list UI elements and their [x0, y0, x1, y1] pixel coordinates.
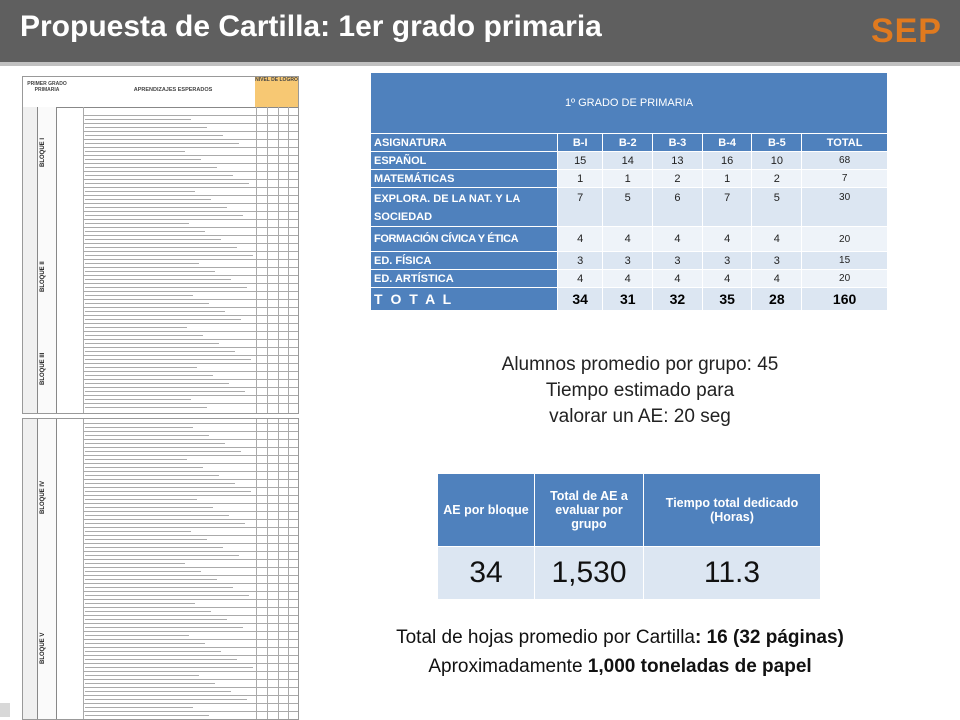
doc-row-text	[85, 577, 217, 582]
doc-row-line	[83, 307, 298, 308]
cell: 4	[752, 270, 802, 288]
doc-row-text	[85, 237, 221, 242]
doc-grade-header: PRIMER GRADO PRIMARIA	[27, 81, 67, 93]
col-header-total-ae: Total de AE a evaluar por grupo	[535, 474, 644, 547]
stats-line-students: Alumnos promedio por grupo: 45	[501, 354, 779, 375]
doc-row-line	[83, 219, 298, 220]
col-header-total: TOTAL	[802, 134, 888, 152]
doc-row-line	[83, 259, 298, 260]
doc-row-line	[83, 331, 298, 332]
doc-row-text	[85, 293, 193, 298]
row-label: ESPAÑOL	[371, 152, 558, 170]
stats-line-valorar: valorar un AE: 20 seg	[549, 406, 731, 427]
doc-row-text	[85, 673, 199, 678]
doc-row-text	[85, 189, 195, 194]
cell: 5	[603, 188, 653, 227]
doc-row-text	[85, 521, 245, 526]
doc-row-text	[85, 285, 247, 290]
footer-line-2	[320, 656, 920, 678]
doc-row-line	[83, 535, 298, 536]
doc-row-text	[85, 681, 215, 686]
doc-row-line	[83, 363, 298, 364]
doc-row-text	[85, 365, 197, 370]
doc-row-line	[83, 163, 298, 164]
doc-row-line	[83, 155, 298, 156]
doc-row-line	[83, 447, 298, 448]
doc-row-text	[85, 665, 253, 670]
doc-row-line	[83, 195, 298, 196]
doc-row-text	[85, 221, 189, 226]
cell: 3	[702, 252, 752, 270]
doc-row-line	[83, 511, 298, 512]
total-cell: 31	[603, 288, 653, 311]
total-cell: 34	[558, 288, 603, 311]
total-hours-value: 11.3	[644, 547, 821, 600]
doc-row-text	[85, 649, 221, 654]
doc-row-text	[85, 205, 227, 210]
cell: 1	[702, 170, 752, 188]
doc-row-line	[83, 455, 298, 456]
table-total-row	[371, 288, 888, 311]
doc-row-text	[85, 449, 241, 454]
total-cell: 32	[653, 288, 703, 311]
doc-row-line	[83, 463, 298, 464]
doc-row-line	[83, 355, 298, 356]
doc-row-text	[85, 465, 203, 470]
total-cell: 28	[752, 288, 802, 311]
doc-row-text	[85, 397, 191, 402]
doc-row-line	[83, 403, 298, 404]
doc-row-line	[83, 615, 298, 616]
doc-row-line	[83, 147, 298, 148]
cell: 14	[603, 152, 653, 170]
doc-row-text	[85, 333, 203, 338]
doc-row-line	[83, 131, 298, 132]
doc-row-line	[83, 203, 298, 204]
col-header-b3: B-3	[653, 134, 703, 152]
doc-row-line	[83, 371, 298, 372]
row-label: MATEMÁTICAS	[371, 170, 558, 188]
table-row	[371, 188, 888, 227]
cell: 4	[558, 270, 603, 288]
doc-row-text	[85, 689, 231, 694]
doc-row-line	[83, 527, 298, 528]
doc-row-line	[83, 567, 298, 568]
doc-row-text	[85, 149, 185, 154]
doc-block-5: BLOQUE V	[38, 609, 57, 720]
doc-row-line	[83, 179, 298, 180]
doc-row-text	[85, 341, 219, 346]
doc-row-line	[83, 291, 298, 292]
doc-divider	[278, 107, 279, 413]
sep-logo: SEP	[870, 12, 942, 50]
cell-total: 7	[802, 170, 888, 188]
doc-aprendizajes-header: APRENDIZAJES ESPERADOS	[133, 87, 213, 93]
time-estimate-table	[437, 473, 821, 600]
doc-row-text	[85, 537, 207, 542]
doc-row-line	[83, 487, 298, 488]
slide-title: Propuesta de Cartilla: 1er grado primaria	[20, 10, 602, 43]
doc-block-2: BLOQUE II	[38, 227, 57, 358]
doc-row-line	[83, 471, 298, 472]
doc-row-line	[83, 519, 298, 520]
doc-row-text	[85, 561, 185, 566]
doc-row-text	[85, 373, 213, 378]
doc-row-text	[85, 245, 237, 250]
cell: 2	[752, 170, 802, 188]
doc-row-text	[85, 141, 239, 146]
doc-row-line	[83, 703, 298, 704]
stats-line-time: Tiempo estimado para	[545, 380, 735, 401]
doc-row-text	[85, 553, 239, 558]
doc-block-3: BLOQUE III	[38, 357, 57, 414]
table-row	[371, 252, 888, 270]
doc-row-line	[83, 379, 298, 380]
doc-row-line	[83, 503, 298, 504]
cell: 4	[702, 270, 752, 288]
doc-row-text	[85, 349, 235, 354]
row-label: FORMACIÓN CÍVICA Y ÉTICA	[371, 227, 558, 252]
doc-block-1: BLOQUE I	[38, 107, 57, 228]
doc-row-line	[83, 671, 298, 672]
doc-row-text	[85, 381, 229, 386]
cell-total: 20	[802, 227, 888, 252]
cell-total: 30	[802, 188, 888, 227]
doc-subject-column	[23, 107, 38, 413]
doc-row-line	[83, 227, 298, 228]
scanned-cartilla-page-2	[22, 418, 299, 720]
table-row	[371, 170, 888, 188]
cell: 4	[752, 227, 802, 252]
doc-divider	[83, 419, 84, 719]
col-header-b5: B-5	[752, 134, 802, 152]
doc-row-line	[83, 439, 298, 440]
doc-row-text	[85, 473, 219, 478]
doc-header-row	[23, 77, 298, 108]
row-label: EXPLORA. DE LA NAT. Y LA SOCIEDAD	[371, 188, 558, 227]
doc-row-text	[85, 569, 201, 574]
doc-row-line	[83, 479, 298, 480]
doc-row-text	[85, 505, 213, 510]
col-header-b1: B-I	[558, 134, 603, 152]
doc-row-line	[83, 395, 298, 396]
doc-row-text	[85, 357, 251, 362]
doc-row-text	[85, 529, 191, 534]
doc-divider	[288, 107, 289, 413]
doc-row-text	[85, 705, 193, 710]
time-table-header-row	[438, 474, 821, 547]
footer-line-1-text: Total de hojas promedio por Cartilla	[396, 627, 695, 648]
doc-row-text	[85, 229, 205, 234]
total-cell: 35	[702, 288, 752, 311]
doc-row-text	[85, 277, 231, 282]
col-header-ae-bloque: AE por bloque	[438, 474, 535, 547]
doc-row-line	[83, 607, 298, 608]
doc-block-4: BLOQUE IV	[38, 419, 57, 610]
cell: 3	[603, 252, 653, 270]
row-label: ED. ARTÍSTICA	[371, 270, 558, 288]
doc-row-text	[85, 269, 215, 274]
doc-row-text	[85, 713, 209, 718]
cell: 13	[653, 152, 703, 170]
doc-nivel-header: NIVEL DE LOGRO	[255, 77, 298, 107]
doc-row-text	[85, 497, 197, 502]
doc-row-line	[83, 211, 298, 212]
doc-row-line	[83, 315, 298, 316]
cell: 1	[603, 170, 653, 188]
doc-row-line	[83, 631, 298, 632]
total-ae-value: 1,530	[535, 547, 644, 600]
cell: 4	[653, 227, 703, 252]
doc-row-text	[85, 593, 249, 598]
doc-row-line	[83, 235, 298, 236]
doc-row-text	[85, 173, 233, 178]
doc-row-line	[83, 559, 298, 560]
doc-row-line	[83, 495, 298, 496]
doc-row-line	[83, 299, 298, 300]
doc-row-text	[85, 513, 229, 518]
doc-row-line	[83, 583, 298, 584]
doc-row-text	[85, 197, 211, 202]
doc-row-line	[83, 695, 298, 696]
doc-row-text	[85, 405, 207, 410]
grade-table-title-row	[371, 73, 888, 134]
cell: 16	[702, 152, 752, 170]
cell-total: 15	[802, 252, 888, 270]
col-header-b2: B-2	[603, 134, 653, 152]
header-bar	[0, 0, 960, 66]
doc-row-text	[85, 457, 187, 462]
doc-row-line	[83, 551, 298, 552]
doc-row-text	[85, 433, 209, 438]
cell: 4	[603, 227, 653, 252]
doc-row-text	[85, 641, 205, 646]
row-label: ED. FÍSICA	[371, 252, 558, 270]
doc-row-line	[83, 663, 298, 664]
footer-line-1-bold: : 16 (32 páginas)	[695, 627, 844, 648]
doc-row-line	[83, 679, 298, 680]
doc-row-line	[83, 575, 298, 576]
doc-row-text	[85, 253, 253, 258]
doc-row-text	[85, 117, 191, 122]
doc-row-text	[85, 425, 193, 430]
time-table-row	[438, 547, 821, 600]
doc-row-line	[83, 283, 298, 284]
doc-row-text	[85, 625, 243, 630]
doc-row-text	[85, 165, 217, 170]
doc-row-line	[83, 267, 298, 268]
cell: 3	[558, 252, 603, 270]
cell-total: 20	[802, 270, 888, 288]
doc-row-line	[83, 123, 298, 124]
doc-row-text	[85, 261, 199, 266]
sep-logo-box	[872, 4, 952, 54]
cell: 1	[558, 170, 603, 188]
cell: 7	[558, 188, 603, 227]
scanned-cartilla-page-1	[22, 76, 299, 414]
grade-table-title: 1º GRADO DE PRIMARIA	[371, 73, 888, 134]
doc-row-line	[83, 687, 298, 688]
doc-row-line	[83, 711, 298, 712]
doc-row-text	[85, 609, 211, 614]
cell: 4	[603, 270, 653, 288]
doc-row-line	[83, 543, 298, 544]
doc-divider	[278, 419, 279, 719]
doc-row-line	[83, 347, 298, 348]
total-label: T O T A L	[371, 288, 558, 311]
table-row	[371, 152, 888, 170]
cell: 5	[752, 188, 802, 227]
doc-row-text	[85, 489, 251, 494]
cell: 3	[653, 252, 703, 270]
doc-divider	[256, 107, 257, 413]
doc-row-line	[83, 623, 298, 624]
doc-row-line	[83, 431, 298, 432]
doc-row-text	[85, 389, 245, 394]
footer-line-2-text: Aproximadamente	[428, 656, 588, 677]
col-header-b4: B-4	[702, 134, 752, 152]
doc-divider	[83, 107, 84, 413]
doc-row-line	[83, 115, 298, 116]
cell-total: 68	[802, 152, 888, 170]
doc-row-text	[85, 125, 207, 130]
col-header-tiempo-total: Tiempo total dedicado (Horas)	[644, 474, 821, 547]
doc-row-text	[85, 157, 201, 162]
doc-row-text	[85, 317, 241, 322]
doc-row-text	[85, 697, 247, 702]
table-row	[371, 227, 888, 252]
cell: 10	[752, 152, 802, 170]
footer-line-1	[320, 627, 920, 649]
doc-row-text	[85, 309, 225, 314]
doc-row-text	[85, 585, 233, 590]
doc-row-line	[83, 423, 298, 424]
grade-summary-table	[370, 72, 888, 311]
doc-row-text	[85, 617, 227, 622]
cell: 7	[702, 188, 752, 227]
doc-row-text	[85, 601, 195, 606]
doc-row-text	[85, 633, 189, 638]
doc-row-line	[83, 187, 298, 188]
cell: 4	[702, 227, 752, 252]
doc-divider	[267, 419, 268, 719]
doc-row-text	[85, 657, 237, 662]
doc-row-line	[83, 171, 298, 172]
cell: 2	[653, 170, 703, 188]
doc-row-line	[83, 243, 298, 244]
doc-row-line	[83, 647, 298, 648]
doc-row-line	[83, 599, 298, 600]
doc-row-text	[85, 133, 223, 138]
corner-marker	[0, 703, 10, 717]
doc-row-line	[83, 139, 298, 140]
doc-row-text	[85, 545, 223, 550]
cell: 4	[653, 270, 703, 288]
doc-row-text	[85, 213, 243, 218]
doc-row-line	[83, 387, 298, 388]
doc-divider	[288, 419, 289, 719]
footer-line-2-bold: 1,000 toneladas de papel	[587, 656, 812, 677]
doc-divider	[267, 107, 268, 413]
grade-table-header-row	[371, 134, 888, 152]
doc-row-line	[83, 323, 298, 324]
doc-row-text	[85, 441, 225, 446]
total-cell: 160	[802, 288, 888, 311]
ae-per-block-value: 34	[438, 547, 535, 600]
doc-row-line	[83, 275, 298, 276]
table-row	[371, 270, 888, 288]
stats-text	[440, 352, 840, 430]
doc-row-line	[83, 251, 298, 252]
col-header-asignatura: ASIGNATURA	[371, 134, 558, 152]
cell: 6	[653, 188, 703, 227]
doc-row-text	[85, 481, 235, 486]
doc-row-text	[85, 301, 209, 306]
doc-divider	[256, 419, 257, 719]
doc-row-line	[83, 339, 298, 340]
cell: 3	[752, 252, 802, 270]
doc-row-text	[85, 325, 187, 330]
cell: 4	[558, 227, 603, 252]
cell: 15	[558, 152, 603, 170]
doc-row-text	[85, 181, 249, 186]
doc-row-line	[83, 591, 298, 592]
doc-row-line	[83, 655, 298, 656]
doc-row-line	[83, 639, 298, 640]
doc-subject-column	[23, 419, 38, 719]
